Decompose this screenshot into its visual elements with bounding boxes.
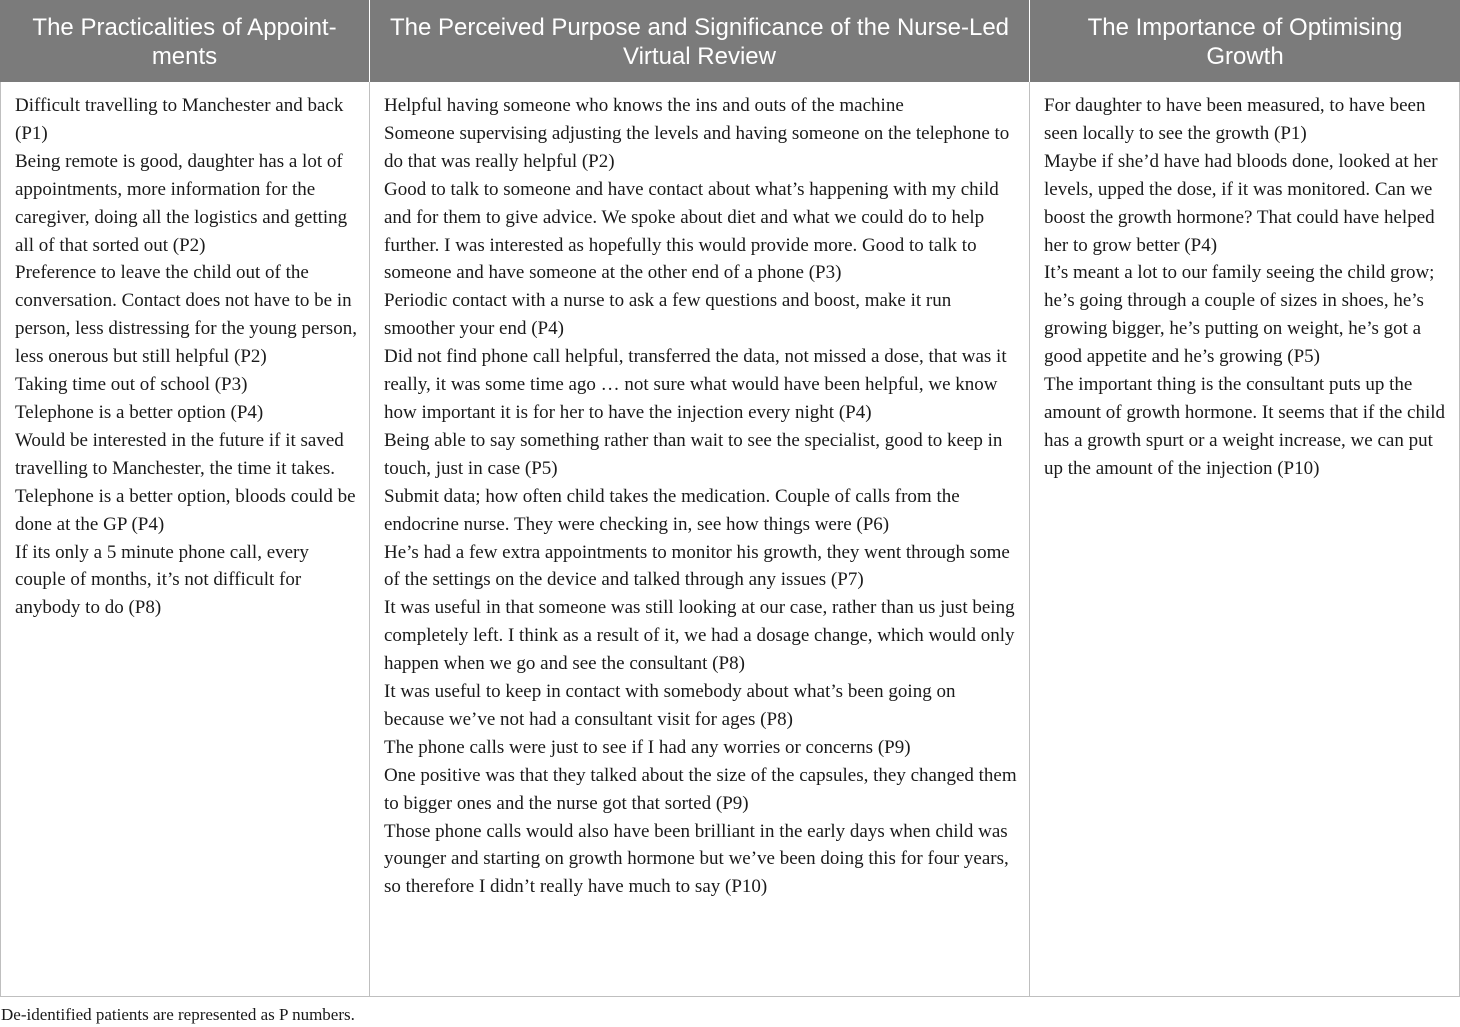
column-cell-purpose [370, 82, 1030, 997]
column-header-practicalities [0, 0, 370, 82]
quote-item: Good to talk to someone and have contact about what’s happening with my child and for them to give advice. We spoke about diet and what we could do to help further. I was interested as hopefully this would provide more. Good to talk to someone and have someone at the other end of a phone (P3) [384, 178, 999, 284]
column-header-growth [1030, 0, 1460, 82]
quote-list-growth [1044, 92, 1449, 483]
quote-item: It was useful to keep in contact with somebody about what’s been going on because we’ve not had a consultant visit for ages (P8) [384, 681, 956, 730]
quote-item: Periodic contact with a nurse to ask a few questions and boost, make it run smoother your end (P4) [384, 290, 952, 340]
quote-item: It was useful in that someone was still looking at our case, rather than us just being completely left. I think as a result of it, we had a dosage change, which would only happen when we go and see the consultant (P8) [384, 597, 1015, 675]
quote-list-practicalities [15, 92, 359, 622]
column-cell-growth [1030, 82, 1460, 997]
table-footnote: De-identified patients are represented as P numbers. [1, 1005, 355, 1024]
quote-item: Difficult travelling to Manchester and back (P1) [15, 95, 344, 144]
quote-item: Preference to leave the child out of the conversation. Contact does not have to be in person, less distressing for the young person, less onerous but still helpful (P2) [15, 262, 357, 368]
quote-item: Taking time out of school (P3) [15, 374, 248, 396]
quote-list-purpose [384, 92, 1019, 901]
quote-item: He’s had a few extra appointments to monitor his growth, they went through some of the settings on the device and talked through any issues (P7) [384, 541, 1010, 591]
quote-item: The phone calls were just to see if I had any worries or concerns (P9) [384, 736, 911, 758]
column-header-purpose [370, 0, 1030, 82]
column-cell-practicalities [0, 82, 370, 997]
quote-item: It’s meant a lot to our family seeing the child grow; he’s going through a couple of sizes in shoes, he’s growing bigger, he’s putting on weight, he’s got a good appetite and he’s growing (P5) [1044, 262, 1435, 368]
quote-item: For daughter to have been measured, to have been seen locally to see the growth (P1) [1044, 95, 1426, 144]
quote-item: The important thing is the consultant puts up the amount of growth hormone. It seems that if the child has a growth spurt or a weight increase, we can put up the amount of the injection (P10) [1044, 374, 1446, 479]
quote-item: Someone supervising adjusting the levels and having someone on the telephone to do that was really helpful (P2) [384, 122, 1010, 172]
quote-item: Would be interested in the future if it saved travelling to Manchester, the time it takes. Telephone is a better option, bloods could be done at the GP (P4) [15, 429, 356, 535]
quote-item: If its only a 5 minute phone call, every couple of months, it’s not difficult for anybody to do (P8) [15, 541, 309, 619]
quote-item: Telephone is a better option (P4) [15, 401, 264, 423]
quote-item: Those phone calls would also have been brilliant in the early days when child was younger and starting on growth hormone but we’ve been doing this for four years, so therefore I didn’t really have much to say (P10) [384, 820, 1009, 898]
quote-item: Being remote is good, daughter has a lot of appointments, more information for the caregiver, doing all the logistics and getting all of that sorted out (P2) [15, 150, 348, 256]
column-header-growth-text: The Importance of Optimising Growth [1087, 14, 1403, 70]
quote-item: Helpful having someone who knows the ins and outs of the machine [384, 95, 904, 116]
column-header-purpose-text: The Perceived Purpose and Significance of the Nurse-Led Virtual Review [389, 14, 1010, 70]
quote-item: Being able to say something rather than wait to see the specialist, good to keep in touch, just in case (P5) [384, 429, 1003, 479]
quote-item: Submit data; how often child takes the medication. Couple of calls from the endocrine nurse. They were checking in, see how things were (P6) [384, 485, 960, 535]
quote-item: Did not find phone call helpful, transferred the data, not missed a dose, that was it really, it was some time ago … not sure what would have been helpful, we know how important it is for her to have the injection every night (P4) [384, 346, 1007, 423]
quote-item: One positive was that they talked about the size of the capsules, they changed them to bigger ones and the nurse got that sorted (P9) [384, 764, 1017, 814]
column-header-practicalities-text: The Practicalities of Appoint- ments [32, 14, 337, 70]
quote-item: Maybe if she’d have had bloods done, looked at her levels, upped the dose, if it was monitored. Can we boost the growth hormone? That could have helped her to grow better (P4) [1044, 150, 1438, 256]
